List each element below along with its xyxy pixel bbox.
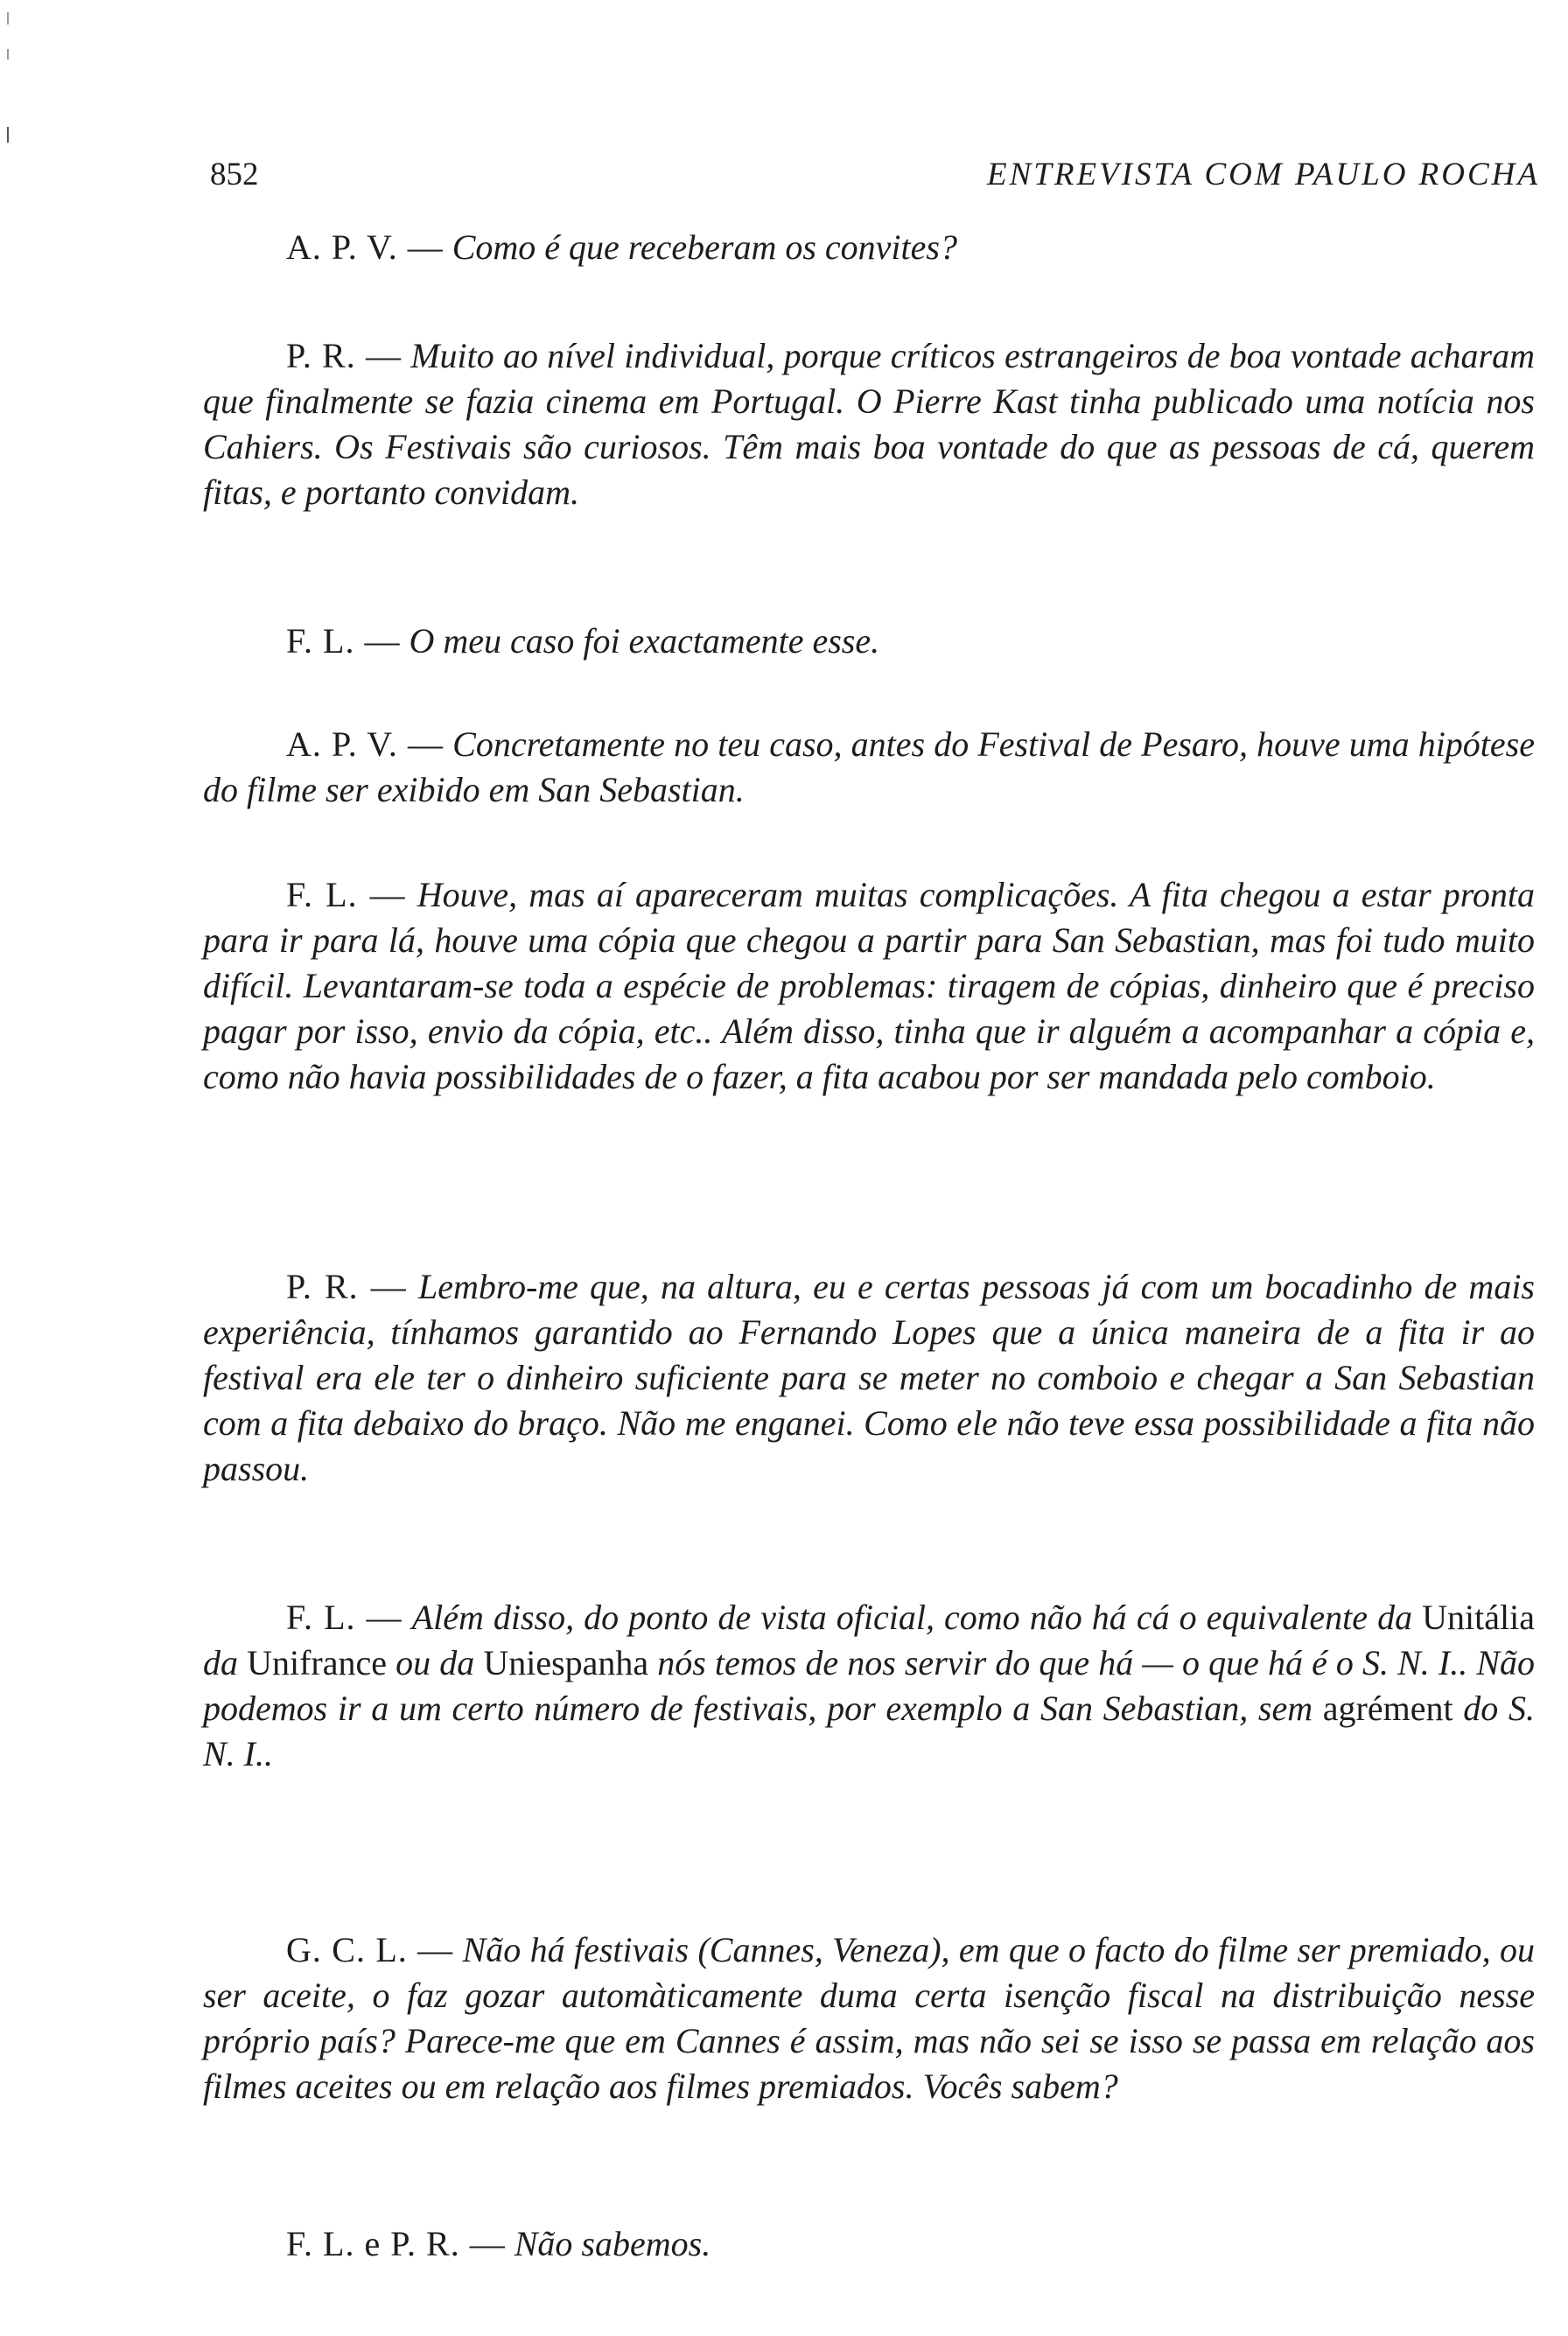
dialogue-paragraph: [203, 1595, 1535, 1777]
organization-name: Uniespanha: [483, 1643, 649, 1682]
page-header: [210, 156, 1540, 199]
organization-name: Unitália: [1422, 1598, 1535, 1637]
dialogue-paragraph: [203, 225, 1535, 270]
speech-text: ou da: [387, 1643, 484, 1682]
speaker-label: A. P. V. —: [286, 724, 444, 764]
dialogue-paragraph: [203, 722, 1535, 813]
page-number: 852: [210, 157, 259, 192]
speaker-label: F. L. —: [286, 1598, 402, 1637]
speech-text: Não há festivais (Cannes, Veneza), em que o facto do filme ser premiado, ou ser aceite, o faz gozar automàticamente duma certa isenção fiscal na distribuição nesse próprio país? Parece-me que em Cannes é assim, mas não sei se isso se passa em relação aos filmes aceites ou em relação aos filmes premiados. Vocês sabem?: [203, 1930, 1536, 2106]
speech-text: Além disso, do ponto de vista oficial, como não há cá o equivalente da: [411, 1598, 1423, 1637]
speaker-label: F. L. —: [286, 621, 401, 661]
speech-text: Como é que receberam os convites?: [452, 227, 957, 267]
speech-text: Muito ao nível individual, porque críticos estrangeiros de boa vontade acharam que finalmente se fazia cinema em Portugal. O Pierre Kast tinha publicado uma notícia nos Cahiers. Os Festivais são curiosos. Têm mais boa vontade do que as pessoas de cá, querem fitas, e portanto convidam.: [203, 336, 1536, 512]
speech-text: O meu caso foi exactamente esse.: [409, 621, 880, 661]
speech-text: do S. N. I..: [203, 1689, 1535, 1773]
speech-text: nós temos de nos servir do que há — o que há é o S. N. I.. Não podemos ir a um certo número de festivais, por exemplo a San Sebastian, sem: [203, 1643, 1536, 1728]
dialogue-paragraph: [203, 619, 1535, 664]
speech-text: Houve, mas aí apareceram muitas complicações. A fita chegou a estar pronta para ir para lá, houve uma cópia que chegou a partir para San Sebastian, mas foi tudo muito difícil. Levantaram-se toda a espécie de problemas: tiragem de cópias, dinheiro que é preciso pagar por isso, envio da cópia, etc.. Além disso, tinha que ir alguém a acompanhar a cópia e, como não havia possibilidades de o fazer, a fita acabou por ser mandada pelo comboio.: [203, 875, 1536, 1096]
speech-text: Concretamente no teu caso, antes do Festival de Pesaro, houve uma hipótese do filme ser exibido em San Sebastian.: [203, 724, 1535, 809]
speaker-label: F. L. —: [286, 875, 406, 914]
speech-text: da: [203, 1643, 248, 1682]
organization-name: Unifrance: [247, 1643, 388, 1682]
dialogue-paragraph: [203, 1264, 1535, 1492]
dialogue-paragraph: [203, 2221, 1535, 2267]
dialogue-paragraph: [203, 872, 1535, 1100]
margin-mark: [7, 49, 9, 59]
speaker-label: P. R. —: [286, 1267, 407, 1306]
speaker-label: G. C. L. —: [286, 1930, 454, 1969]
speaker-label: F. L. e P. R. —: [286, 2224, 506, 2263]
speaker-label: P. R. —: [286, 336, 402, 375]
margin-mark: [7, 12, 9, 24]
speech-text: Não sabemos.: [514, 2224, 711, 2263]
foreign-term: agrément: [1322, 1689, 1453, 1728]
margin-mark: [7, 127, 9, 143]
dialogue-paragraph: [203, 1927, 1535, 2109]
speech-text: Lembro-me que, na altura, eu e certas pessoas já com um bocadinho de mais experiência, tínhamos garantido ao Fernando Lopes que a única maneira de a fita ir ao festival era ele ter o dinheiro suficiente para se meter no comboio e chegar a San Sebastian com a fita debaixo do braço. Não me enganei. Como ele não teve essa possibilidade a fita não passou.: [203, 1267, 1535, 1488]
dialogue-paragraph: [203, 333, 1535, 515]
running-title: ENTREVISTA COM PAULO ROCHA: [987, 157, 1540, 192]
speaker-label: A. P. V. —: [286, 227, 444, 267]
